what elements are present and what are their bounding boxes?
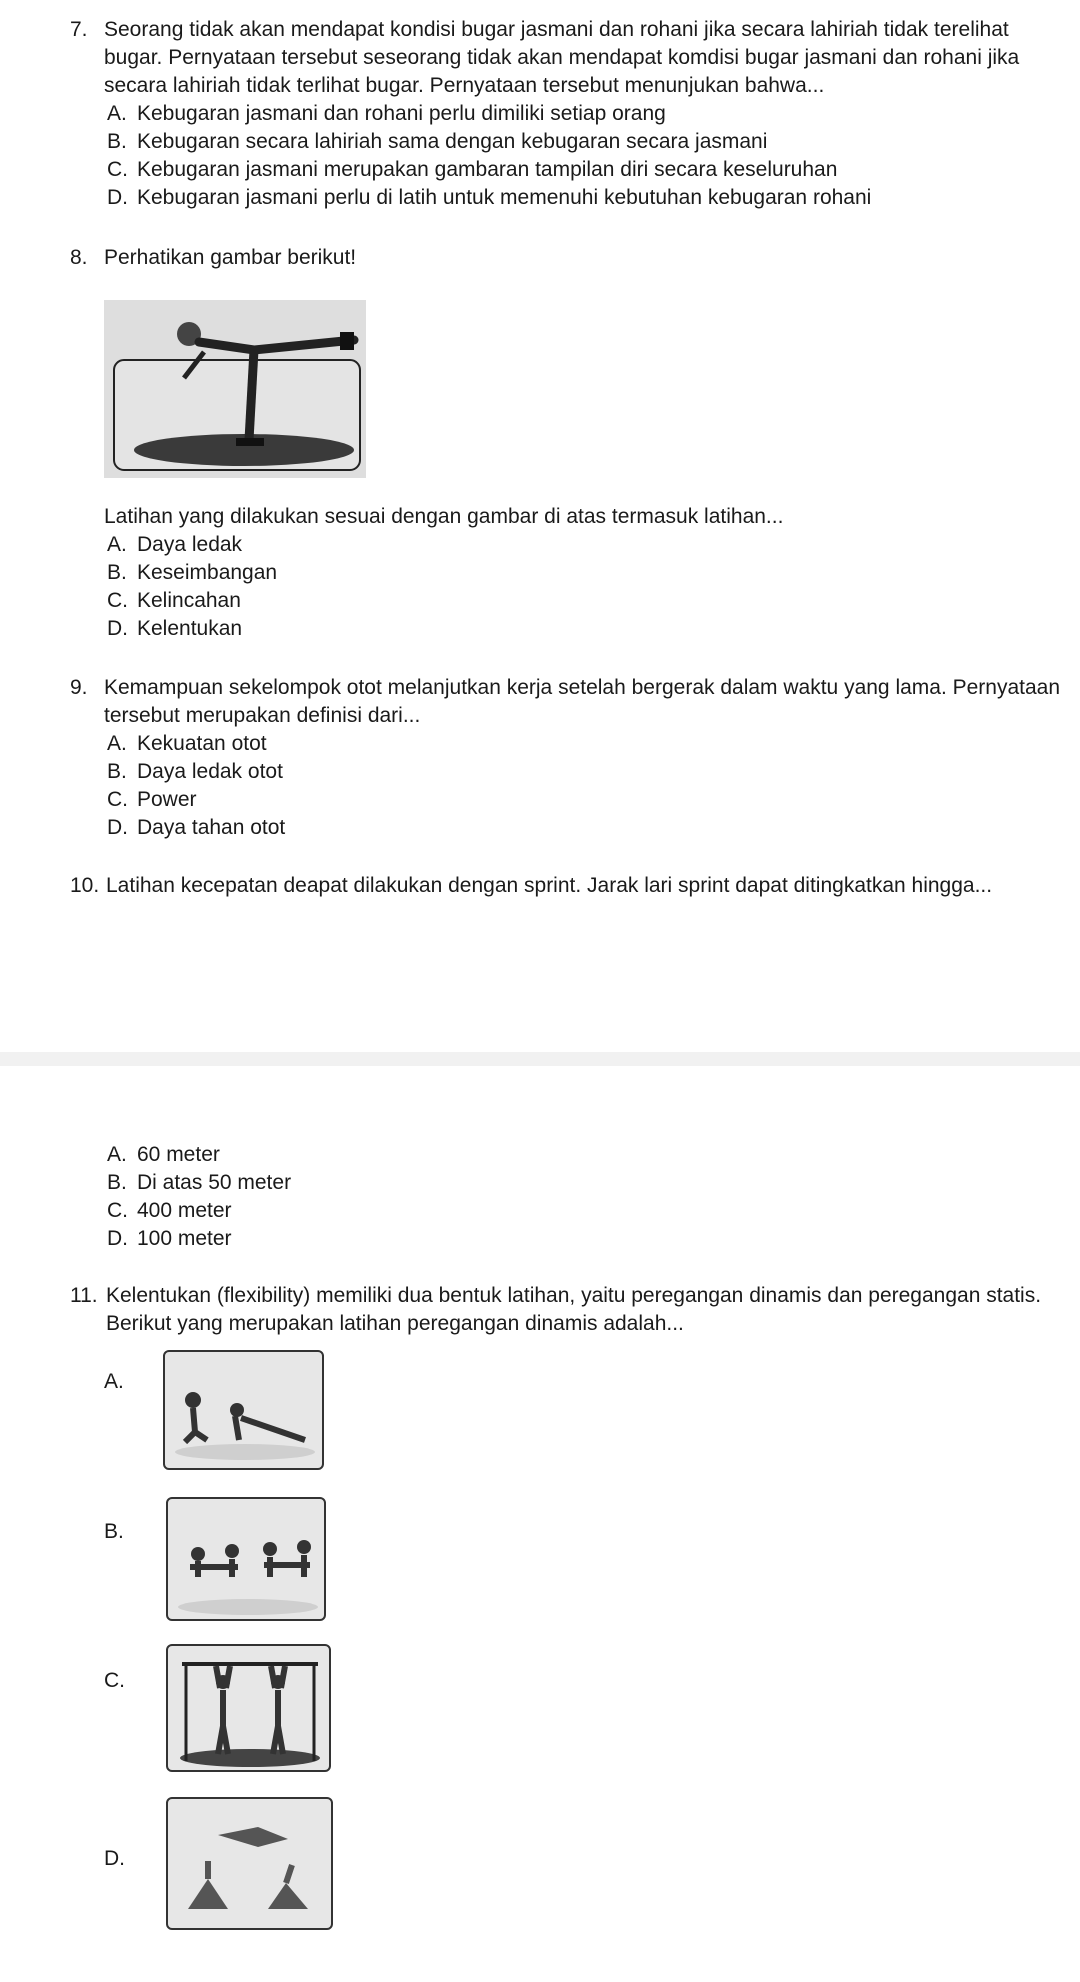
option-d[interactable] [107, 814, 1070, 842]
hand-stretch-illustration [168, 1799, 333, 1930]
question-text: Kelentukan (flexibility) memiliki dua bentuk latihan, yaitu peregangan dinamis dan peregangan statis. Berikut yang merupakan latihan peregangan dinamis adalah... [106, 1284, 1042, 1335]
option-letter: C. [107, 158, 128, 181]
options-list [107, 531, 1070, 643]
options-list [107, 730, 1070, 842]
option-d[interactable] [107, 615, 1070, 643]
balance-pose-illustration [104, 300, 366, 478]
option-text: Daya tahan otot [137, 816, 286, 839]
question-text: Kemampuan sekelompok otot melanjutkan kerja setelah bergerak dalam waktu yang lama. Pernyataan tersebut merupakan definisi dari... [104, 676, 1061, 727]
option-c[interactable] [107, 1197, 1070, 1225]
partner-stretch-illustration [168, 1499, 326, 1621]
option-text: Kekuatan otot [137, 732, 267, 755]
option-a[interactable] [107, 1141, 1070, 1169]
question-number: 8. [70, 246, 88, 269]
option-text: Kelentukan [137, 617, 243, 640]
question-number: 9. [70, 676, 88, 699]
question-9 [70, 674, 1070, 842]
image-option-d[interactable] [166, 1797, 333, 1930]
question-8-body [70, 503, 1070, 643]
option-text: 100 meter [137, 1227, 232, 1250]
options-list [107, 1141, 1070, 1253]
question-8 [70, 244, 1070, 272]
question-10-options [70, 1141, 1070, 1253]
question-number: 11. [70, 1284, 98, 1307]
option-b[interactable] [107, 128, 1070, 156]
image-option-a-label[interactable]: A. [104, 1370, 124, 1393]
option-letter: A. [107, 533, 127, 556]
option-letter: D. [107, 617, 128, 640]
option-c[interactable] [107, 587, 1070, 615]
question-7 [70, 16, 1070, 212]
option-letter: A. [107, 102, 127, 125]
image-option-b[interactable] [166, 1497, 326, 1621]
option-letter: B. [107, 760, 127, 783]
option-text: Keseimbangan [137, 561, 278, 584]
option-text: Daya ledak [137, 533, 243, 556]
stretch-illustration [165, 1352, 324, 1470]
option-d[interactable] [107, 184, 1070, 212]
options-list [107, 100, 1070, 212]
option-text: Kebugaran jasmani perlu di latih untuk memenuhi kebutuhan kebugaran rohani [137, 186, 872, 209]
option-a[interactable] [107, 531, 1070, 559]
question-11 [70, 1282, 1070, 1338]
option-c[interactable] [107, 156, 1070, 184]
option-text: Daya ledak otot [137, 760, 283, 783]
option-letter: D. [107, 816, 128, 839]
balance-exercise-image [104, 300, 366, 478]
option-text: Kebugaran jasmani merupakan gambaran tampilan diri secara keseluruhan [137, 158, 838, 181]
option-c[interactable] [107, 786, 1070, 814]
image-option-d-label[interactable]: D. [104, 1847, 125, 1870]
option-b[interactable] [107, 1169, 1070, 1197]
option-letter: C. [107, 1199, 128, 1222]
image-option-c[interactable] [166, 1644, 331, 1772]
option-b[interactable] [107, 758, 1070, 786]
question-text: Seorang tidak akan mendapat kondisi bugar jasmani dan rohani jika secara lahiriah tidak terelihat bugar. Pernyataan tersebut seseorang tidak akan mendapat komdisi bugar jasmani dan rohani jika secara lahiriah tidak terlihat bugar. Pernyataan tersebut menunjukan bahwa... [104, 18, 1020, 97]
question-number: 10. [70, 874, 100, 897]
option-text: Di atas 50 meter [137, 1171, 292, 1194]
option-letter: B. [107, 130, 127, 153]
option-a[interactable] [107, 100, 1070, 128]
option-letter: C. [107, 589, 128, 612]
image-option-c-label[interactable]: C. [104, 1669, 125, 1692]
option-letter: D. [107, 186, 128, 209]
option-letter: A. [107, 732, 127, 755]
option-d[interactable] [107, 1225, 1070, 1253]
question-caption: Latihan yang dilakukan sesuai dengan gambar di atas termasuk latihan... [104, 505, 784, 528]
question-text: Perhatikan gambar berikut! [104, 246, 357, 269]
option-letter: D. [107, 1227, 128, 1250]
option-text: Kebugaran secara lahiriah sama dengan kebugaran secara jasmani [137, 130, 768, 153]
question-number: 7. [70, 18, 88, 41]
image-option-a[interactable] [163, 1350, 324, 1470]
page-break [0, 1052, 1080, 1066]
option-letter: A. [107, 1143, 127, 1166]
option-letter: C. [107, 788, 128, 811]
question-text: Latihan kecepatan deapat dilakukan dengan sprint. Jarak lari sprint dapat ditingkatkan hingga... [106, 874, 993, 897]
question-10 [70, 872, 1070, 900]
option-b[interactable] [107, 559, 1070, 587]
image-option-b-label[interactable]: B. [104, 1520, 124, 1543]
option-letter: B. [107, 1171, 127, 1194]
hanging-bar-illustration [168, 1646, 331, 1772]
option-a[interactable] [107, 730, 1070, 758]
option-text: Power [137, 788, 197, 811]
option-text: 400 meter [137, 1199, 232, 1222]
option-text: 60 meter [137, 1143, 220, 1166]
option-text: Kebugaran jasmani dan rohani perlu dimiliki setiap orang [137, 102, 666, 125]
option-letter: B. [107, 561, 127, 584]
option-text: Kelincahan [137, 589, 241, 612]
